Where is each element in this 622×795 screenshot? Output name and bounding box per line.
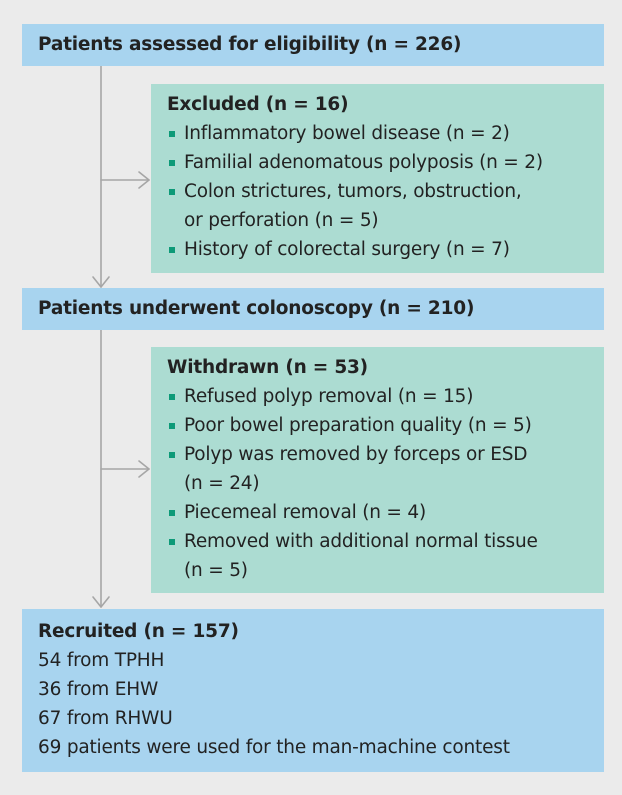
excluded-item-text: History of colorectal surgery (n = 7) bbox=[184, 239, 510, 260]
list-item bbox=[167, 440, 604, 498]
bullet-icon bbox=[169, 510, 175, 516]
recruited-line: 54 from TPHH bbox=[38, 650, 165, 671]
bullet-icon bbox=[169, 423, 175, 429]
list-item bbox=[167, 527, 604, 585]
excluded-box bbox=[151, 84, 604, 273]
eligibility-box bbox=[22, 24, 604, 66]
list-item bbox=[167, 177, 604, 235]
excluded-item-text: Inflammatory bowel disease (n = 2) bbox=[184, 123, 510, 144]
withdrawn-item-text: Refused polyp removal (n = 15) bbox=[184, 386, 474, 407]
withdrawn-item-text: Polyp was removed by forceps or ESD (n = 24) bbox=[184, 444, 528, 494]
list-item bbox=[167, 235, 604, 264]
withdrawn-title: Withdrawn (n = 53) bbox=[167, 357, 368, 378]
bullet-icon bbox=[169, 247, 175, 253]
colonoscopy-box bbox=[22, 288, 604, 330]
withdrawn-list bbox=[167, 382, 604, 585]
list-item bbox=[167, 411, 604, 440]
excluded-item-text: Colon strictures, tumors, obstruction, or perforation (n = 5) bbox=[184, 181, 522, 231]
withdrawn-item-text: Poor bowel preparation quality (n = 5) bbox=[184, 415, 532, 436]
recruited-line: 67 from RHWU bbox=[38, 708, 173, 729]
bullet-icon bbox=[169, 539, 175, 545]
excluded-list bbox=[167, 119, 604, 264]
list-item bbox=[167, 148, 604, 177]
bullet-icon bbox=[169, 189, 175, 195]
colonoscopy-title: Patients underwent colonoscopy (n = 210) bbox=[38, 298, 475, 319]
bullet-icon bbox=[169, 394, 175, 400]
withdrawn-box bbox=[151, 347, 604, 593]
bullet-icon bbox=[169, 160, 175, 166]
recruited-box bbox=[22, 609, 604, 772]
withdrawn-item-text: Removed with additional normal tissue (n = 5) bbox=[184, 531, 538, 581]
list-item bbox=[167, 498, 604, 527]
excluded-item-text: Familial adenomatous polyposis (n = 2) bbox=[184, 152, 543, 173]
bullet-icon bbox=[169, 131, 175, 137]
list-item bbox=[167, 382, 604, 411]
list-item bbox=[167, 119, 604, 148]
recruited-line: 69 patients were used for the man-machine contest bbox=[38, 737, 510, 758]
withdrawn-item-text: Piecemeal removal (n = 4) bbox=[184, 502, 427, 523]
eligibility-title: Patients assessed for eligibility (n = 226) bbox=[38, 34, 462, 55]
recruited-title: Recruited (n = 157) bbox=[38, 621, 239, 642]
recruited-line: 36 from EHW bbox=[38, 679, 159, 700]
excluded-title: Excluded (n = 16) bbox=[167, 94, 349, 115]
bullet-icon bbox=[169, 452, 175, 458]
